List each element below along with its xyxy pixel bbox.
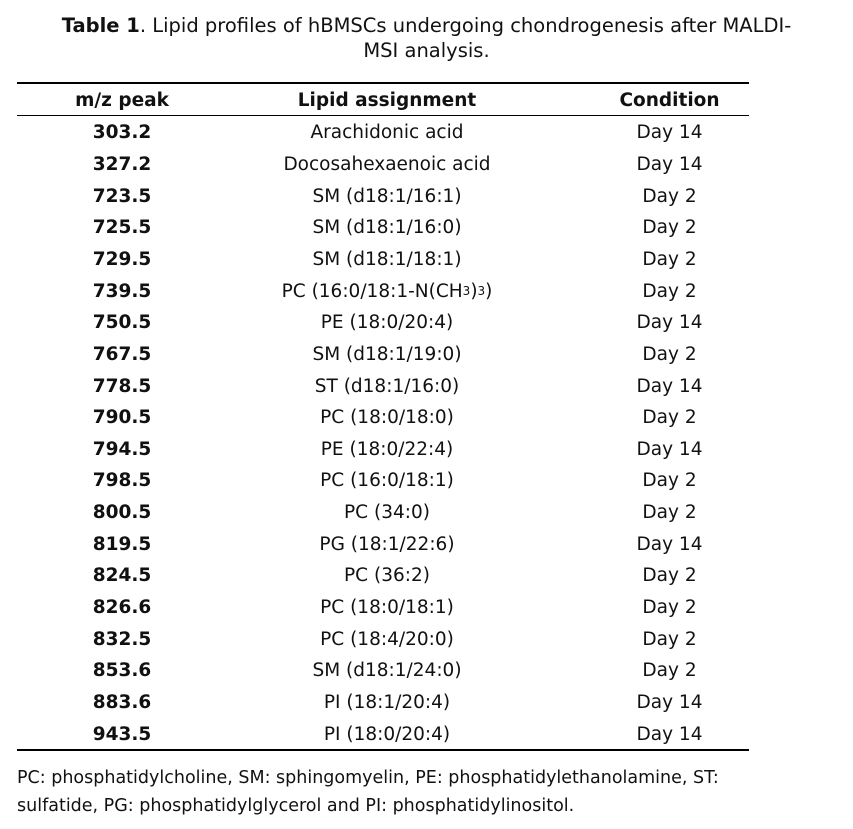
cell-mz-peak: 327.2 (92, 153, 152, 175)
cell-condition: Day 2 (642, 280, 697, 302)
cell-lipid-assignment: PC (34:0) (344, 502, 430, 524)
cell-lipid-assignment: Arachidonic acid (310, 122, 464, 144)
table-row (17, 402, 749, 434)
cell-lipid-assignment: PE (18:0/20:4) (320, 312, 454, 334)
table-header-rule (17, 115, 749, 116)
cell-lipid-assignment: PG (18:1/22:6) (319, 533, 455, 555)
footnote-line-1: PC: phosphatidylcholine, SM: sphingomyelin, PE: phosphatidylethanolamine, ST: (17, 768, 719, 788)
table-row (17, 244, 749, 276)
table-title (0, 13, 853, 63)
cell-condition: Day 14 (636, 533, 703, 555)
lipid-text-part: ) (485, 280, 493, 302)
table-row (17, 180, 749, 212)
cell-lipid-assignment: PC (16:0/18:1-N(CH 3 ) 3 ) (281, 280, 493, 302)
table-row (17, 275, 749, 307)
table-row (17, 718, 749, 750)
table-row (17, 497, 749, 529)
cell-mz-peak: 798.5 (92, 470, 152, 492)
cell-lipid-assignment: Docosahexaenoic acid (283, 153, 491, 175)
table-row (17, 117, 749, 149)
cell-condition: Day 2 (642, 502, 697, 524)
table-bottom-rule (17, 749, 749, 751)
cell-condition: Day 14 (636, 692, 703, 714)
table-row (17, 370, 749, 402)
cell-mz-peak: 824.5 (92, 565, 152, 587)
cell-lipid-assignment: PC (18:4/20:0) (320, 628, 454, 650)
cell-condition: Day 2 (642, 660, 697, 682)
cell-lipid-assignment: SM (d18:1/19:0) (312, 343, 462, 365)
cell-mz-peak: 723.5 (92, 185, 152, 207)
lipid-text-part: ) (470, 280, 478, 302)
table-row (17, 149, 749, 181)
cell-lipid-assignment: SM (d18:1/16:1) (312, 185, 462, 207)
table-header-row (17, 85, 749, 115)
table-caption-line-1: . Lipid profiles of hBMSCs undergoing chondrogenesis after MALDI- (139, 14, 792, 37)
cell-condition: Day 14 (636, 438, 703, 460)
table-top-rule (17, 82, 749, 84)
cell-lipid-assignment: SM (d18:1/24:0) (312, 660, 462, 682)
cell-mz-peak: 943.5 (92, 723, 152, 745)
cell-mz-peak: 819.5 (92, 533, 152, 555)
table-row (17, 560, 749, 592)
lipid-text-part: PC (16:0/18:1-N(CH (281, 280, 463, 302)
cell-mz-peak: 883.6 (92, 692, 152, 714)
cell-mz-peak: 767.5 (92, 343, 152, 365)
footnote-line-2: sulfatide, PG: phosphatidylglycerol and PI: phosphatidylinositol. (17, 796, 575, 816)
cell-condition: Day 14 (636, 723, 703, 745)
cell-lipid-assignment: PC (18:0/18:1) (320, 597, 454, 619)
cell-condition: Day 2 (642, 597, 697, 619)
table-footnote (17, 764, 837, 820)
cell-condition: Day 14 (636, 312, 703, 334)
table-row (17, 528, 749, 560)
cell-mz-peak: 800.5 (92, 502, 152, 524)
cell-lipid-assignment: PC (36:2) (344, 565, 430, 587)
cell-lipid-assignment: SM (d18:1/16:0) (312, 217, 462, 239)
table-row (17, 623, 749, 655)
cell-condition: Day 14 (636, 153, 703, 175)
cell-mz-peak: 725.5 (92, 217, 152, 239)
cell-condition: Day 2 (642, 217, 697, 239)
table-caption-line-2: MSI analysis. (363, 39, 490, 62)
cell-mz-peak: 303.2 (92, 122, 152, 144)
table-row (17, 465, 749, 497)
table-row (17, 307, 749, 339)
table-label: Table 1 (61, 14, 140, 37)
cell-lipid-assignment: PC (18:0/18:0) (320, 407, 454, 429)
cell-mz-peak: 790.5 (92, 407, 152, 429)
cell-condition: Day 2 (642, 565, 697, 587)
table-row (17, 592, 749, 624)
cell-lipid-assignment: PE (18:0/22:4) (320, 438, 454, 460)
cell-lipid-assignment: PI (18:0/20:4) (323, 723, 451, 745)
cell-condition: Day 2 (642, 470, 697, 492)
cell-mz-peak: 729.5 (92, 248, 152, 270)
table-row (17, 339, 749, 371)
cell-mz-peak: 739.5 (92, 280, 152, 302)
header-condition: Condition (619, 89, 720, 111)
cell-lipid-assignment: PC (16:0/18:1) (320, 470, 454, 492)
cell-condition: Day 2 (642, 343, 697, 365)
cell-mz-peak: 750.5 (92, 312, 152, 334)
table-row (17, 212, 749, 244)
cell-mz-peak: 832.5 (92, 628, 152, 650)
cell-condition: Day 2 (642, 628, 697, 650)
cell-condition: Day 14 (636, 122, 703, 144)
cell-lipid-assignment: SM (d18:1/18:1) (312, 248, 462, 270)
cell-condition: Day 14 (636, 375, 703, 397)
cell-mz-peak: 826.6 (92, 597, 152, 619)
header-lipid-assignment: Lipid assignment (297, 89, 477, 111)
cell-mz-peak: 778.5 (92, 375, 152, 397)
table-row (17, 687, 749, 719)
cell-condition: Day 2 (642, 185, 697, 207)
table-title-line-1 (0, 13, 853, 38)
cell-mz-peak: 794.5 (92, 438, 152, 460)
header-mz-peak: m/z peak (75, 89, 169, 111)
cell-mz-peak: 853.6 (92, 660, 152, 682)
table-row (17, 655, 749, 687)
cell-condition: Day 2 (642, 407, 697, 429)
cell-lipid-assignment: ST (d18:1/16:0) (314, 375, 460, 397)
cell-condition: Day 2 (642, 248, 697, 270)
cell-lipid-assignment: PI (18:1/20:4) (323, 692, 451, 714)
table-row (17, 434, 749, 466)
